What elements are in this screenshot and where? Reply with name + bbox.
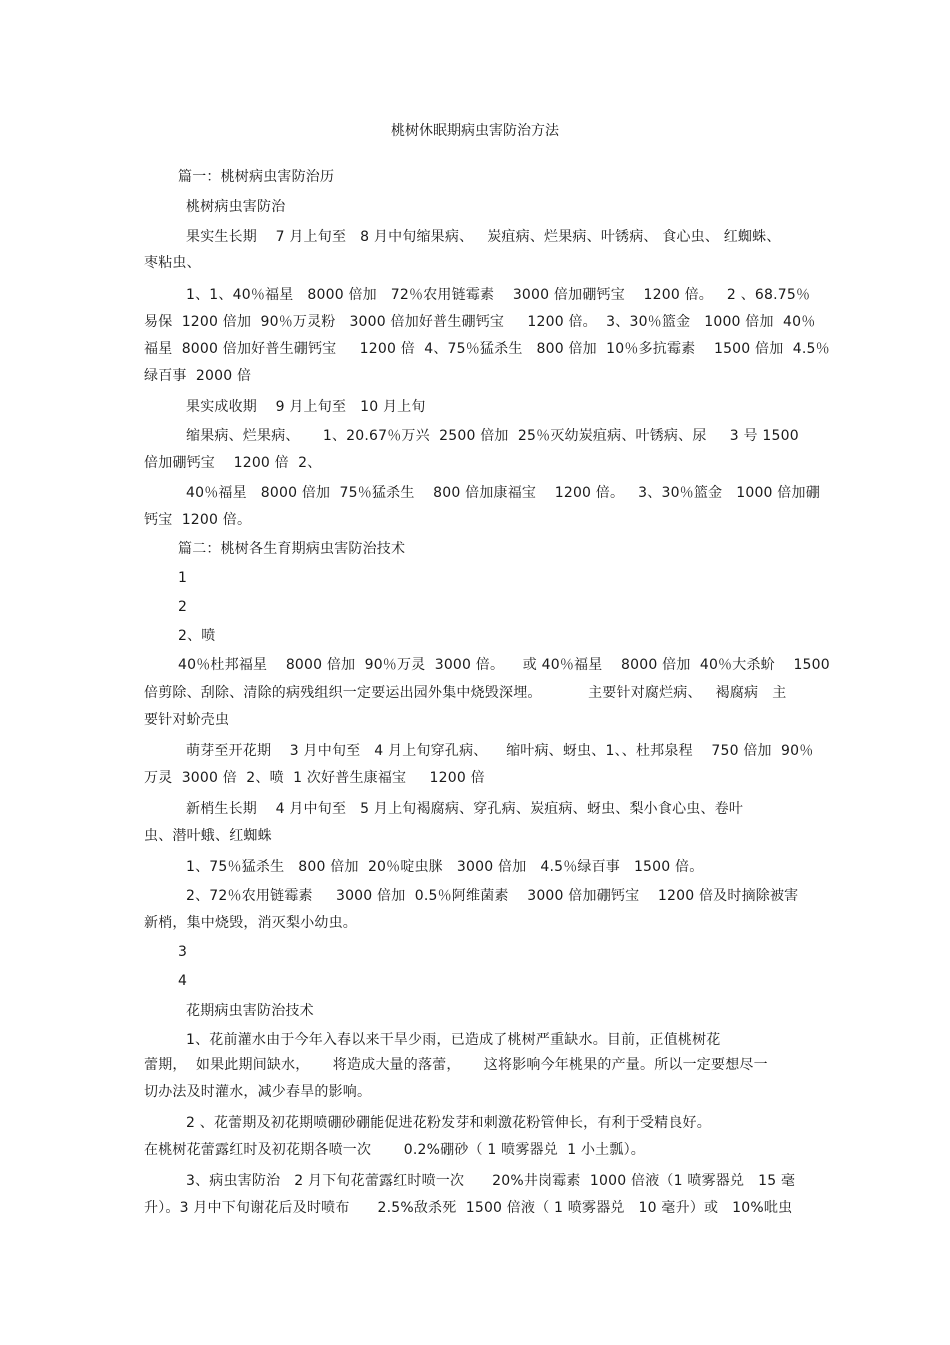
list-number: 2	[178, 599, 188, 615]
paragraph-line: 要针对蚧壳虫	[144, 712, 230, 728]
section-heading-1: 篇一：桃树病虫害防治历	[178, 169, 335, 185]
paragraph-line: 3、病虫害防治 2 月下旬花蕾露红时喷一次 20%井岗霉素 1000 倍液（1 喷雾器兑 15 毫	[186, 1173, 796, 1189]
paragraph-line: 新梢生长期 4 月中旬至 5 月上旬褐腐病、穿孔病、炭疽病、蚜虫、梨小食心虫、卷叶	[186, 801, 744, 817]
paragraph-line: 钙宝 1200 倍。	[144, 512, 252, 528]
subheading: 桃树病虫害防治	[186, 199, 286, 215]
paragraph-line: 枣粘虫、	[144, 255, 201, 271]
paragraph-line: 2 、花蕾期及初花期喷硼砂硼能促进花粉发芽和刺激花粉管伸长，有利于受精良好。	[186, 1115, 711, 1131]
paragraph-line: 福星 8000 倍加好普生硼钙宝 1200 倍 4、75％猛杀生 800 倍加 10％多抗霉素 1500 倍加 4.5％	[144, 341, 830, 357]
subheading: 花期病虫害防治技术	[186, 1003, 314, 1019]
section-heading-2: 篇二：桃树各生育期病虫害防治技术	[178, 541, 406, 557]
paragraph-line: 绿百事 2000 倍	[144, 368, 252, 384]
list-number: 3	[178, 944, 188, 960]
paragraph-line: 缩果病、烂果病、 1、20.67％万兴 2500 倍加 25％灭幼炭疽病、叶锈病、尿 3 号 1500	[186, 428, 799, 444]
list-number: 4	[178, 973, 188, 989]
paragraph-line: 果实生长期 7 月上旬至 8 月中旬缩果病、 炭疽病、烂果病、叶锈病、 食心虫、 红蜘蛛、	[186, 229, 781, 245]
paragraph-line: 蕾期， 如果此期间缺水， 将造成大量的落蕾， 这将影响今年桃果的产量。所以一定要想尽一	[144, 1057, 768, 1073]
paragraph-line: 1、75％猛杀生 800 倍加 20％啶虫脒 3000 倍加 4.5％绿百事 1500 倍。	[186, 859, 704, 875]
paragraph-line: 40％杜邦福星 8000 倍加 90％万灵 3000 倍。 或 40％福星 8000 倍加 40％大杀蚧 1500	[178, 657, 830, 673]
paragraph-line: 易保 1200 倍加 90％万灵粉 3000 倍加好普生硼钙宝 1200 倍。 3、30％篮金 1000 倍加 40％	[144, 314, 816, 330]
paragraph-line: 2、72％农用链霉素 3000 倍加 0.5％阿维菌素 3000 倍加硼钙宝 1200 倍及时摘除被害	[186, 888, 799, 904]
paragraph-line: 40％福星 8000 倍加 75％猛杀生 800 倍加康福宝 1200 倍。 3、30％篮金 1000 倍加硼	[186, 485, 820, 501]
paragraph-line: 萌芽至开花期 3 月中旬至 4 月上旬穿孔病、 缩叶病、蚜虫、1、、杜邦泉程 750 倍加 90％	[186, 743, 814, 759]
paragraph-line: 新梢，集中烧毁，消灭梨小幼虫。	[144, 915, 357, 931]
paragraph-line: 万灵 3000 倍 2、喷 1 次好普生康福宝 1200 倍	[144, 770, 485, 786]
paragraph-line: 在桃树花蕾露红时及初花期各喷一次 0.2%硼砂（ 1 喷雾器兑 1 小土瓢）。	[144, 1142, 645, 1158]
document-title: 桃树休眠期病虫害防治方法	[391, 123, 559, 139]
paragraph-line: 升）。3 月中下旬谢花后及时喷布 2.5%敌杀死 1500 倍液（ 1 喷雾器兑 10 毫升）或 10%吡虫	[144, 1200, 793, 1216]
paragraph-line: 倍剪除、刮除、清除的病残组织一定要运出园外集中烧毁深埋。 主要针对腐烂病、 褐腐病 主	[144, 685, 787, 701]
paragraph-line: 2、喷	[178, 628, 216, 644]
paragraph-line: 1、花前灌水由于今年入春以来干旱少雨，已造成了桃树严重缺水。目前，正值桃树花	[186, 1032, 721, 1048]
paragraph-line: 倍加硼钙宝 1200 倍 2、	[144, 455, 322, 471]
list-number: 1	[178, 570, 188, 586]
paragraph-line: 1、1、40％福星 8000 倍加 72％农用链霉素 3000 倍加硼钙宝 1200 倍。 2 、68.75％	[186, 287, 811, 303]
paragraph-line: 虫、潜叶蛾、红蜘蛛	[144, 828, 272, 844]
paragraph-line: 切办法及时灌水，减少春旱的影响。	[144, 1084, 372, 1100]
paragraph-line: 果实成收期 9 月上旬至 10 月上旬	[186, 399, 426, 415]
